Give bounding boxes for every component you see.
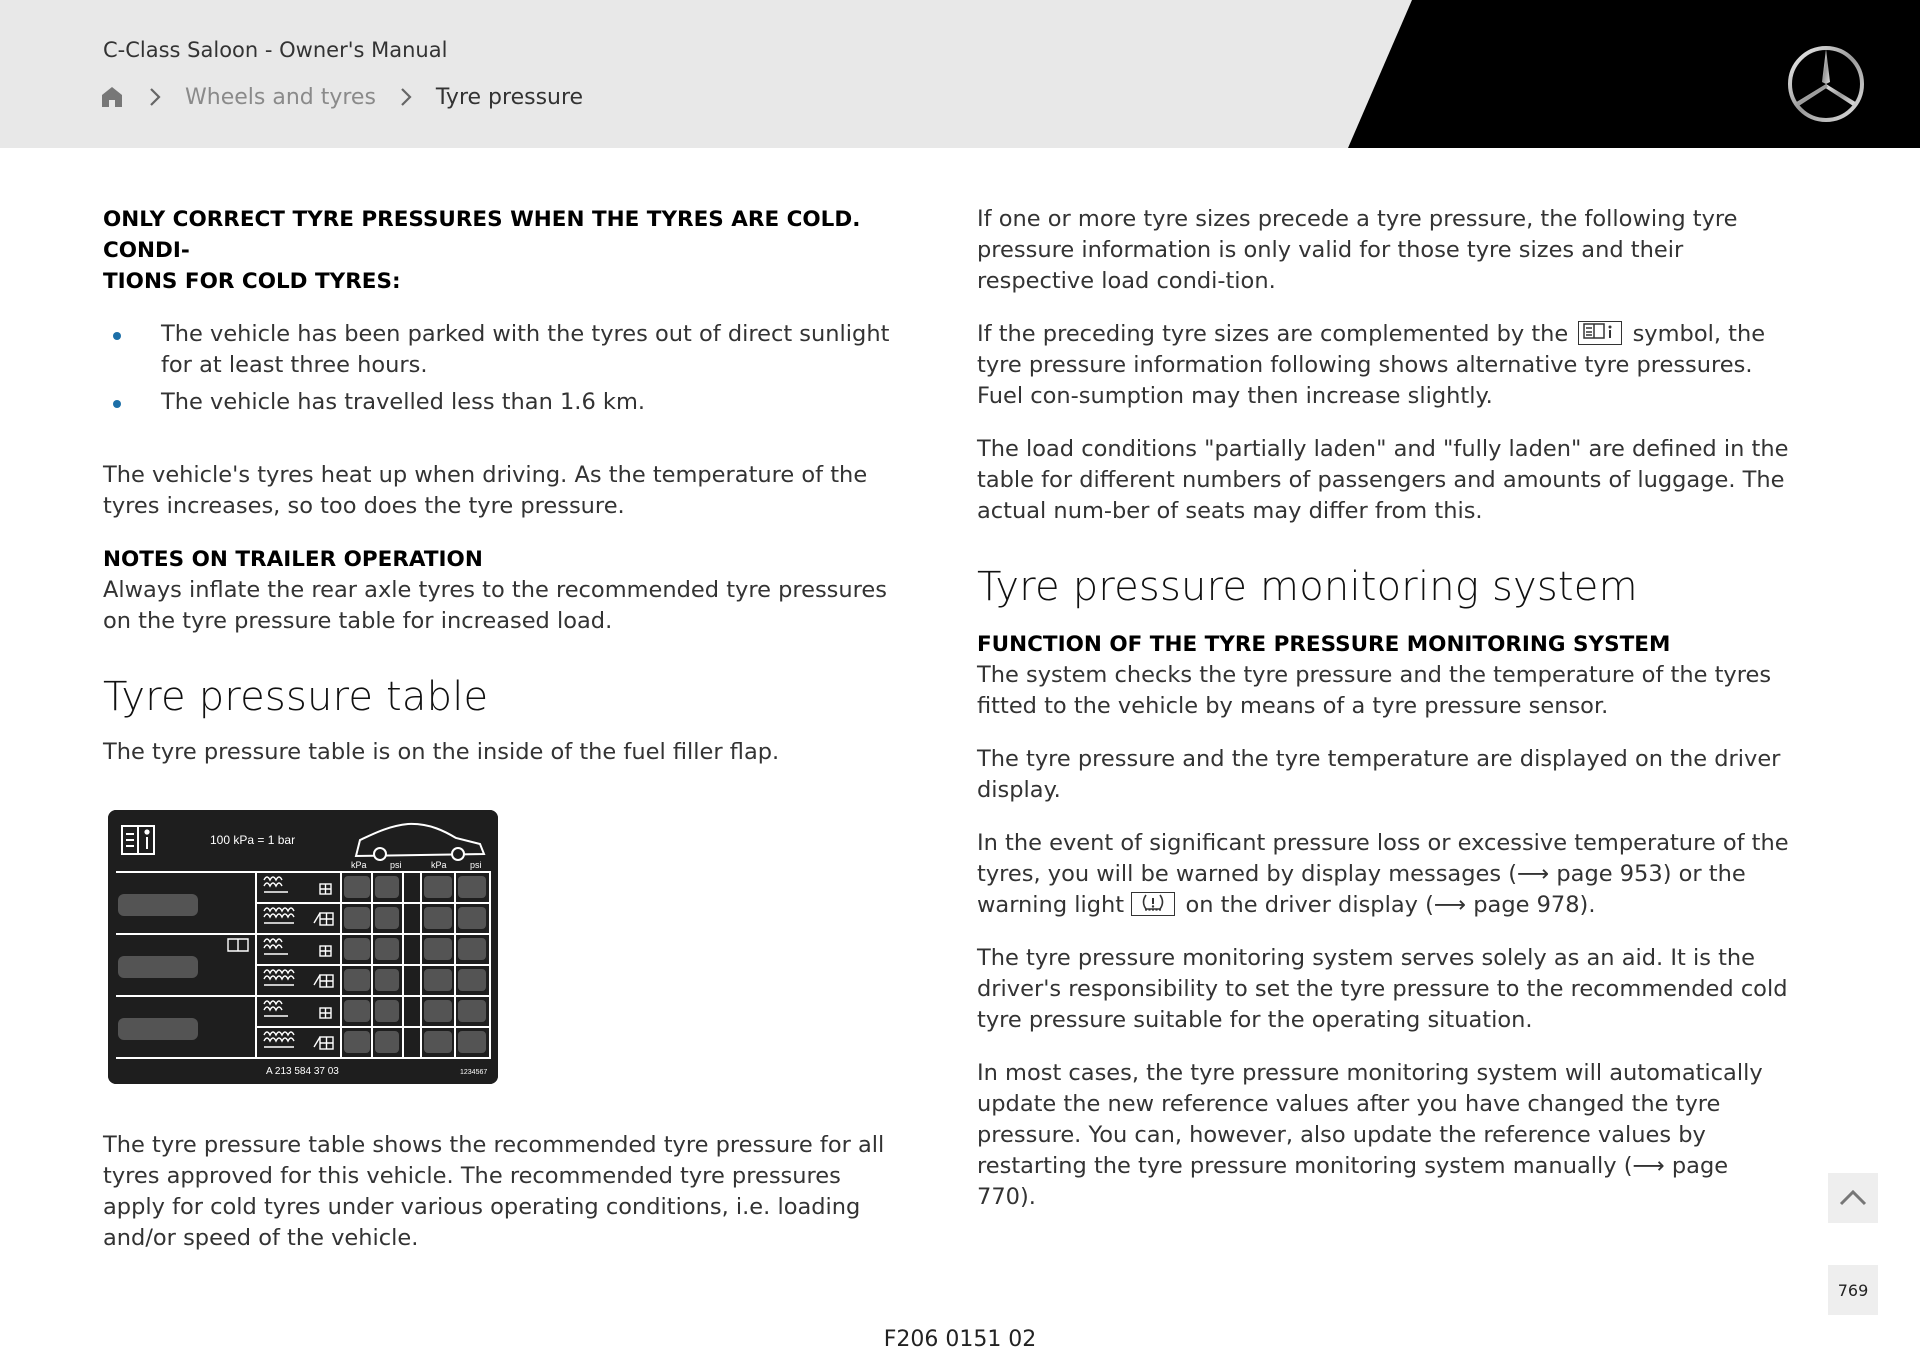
header-black-wedge [0,0,1920,148]
mercedes-star-logo [1786,44,1866,124]
unit-kpa-1: kPa [351,860,367,870]
breadcrumb [101,82,583,112]
unit-kpa-2: kPa [431,860,447,870]
cold-tyres-heading [103,204,893,297]
tpms-section-title: Tyre pressure monitoring system [977,564,1638,610]
tyre-pressure-label-image [108,810,498,1084]
trailer-paragraph: Always inflate the rear axle tyres to the recommended tyre pressures on the tyre pressure table for increased load. [103,577,887,634]
chevron-right-icon [140,87,170,107]
cold-tyres-heading-line1: ONLY CORRECT TYRE PRESSURES WHEN THE TYRES ARE COLD. CONDI- [103,207,861,263]
tpms-display-paragraph: The tyre pressure and the tyre temperature are displayed on the driver display. [977,746,1781,803]
book-info-icon [1578,321,1622,345]
footer-document-code: F206 0151 02 [883,1327,1037,1352]
tpms-warning-paragraph [977,828,1789,921]
label-conversion-text: 100 kPa = 1 bar [210,833,296,847]
cold-tyres-heading-line2: TIONS FOR COLD TYRES: [103,269,401,294]
tpms-function-heading: FUNCTION OF THE TYRE PRESSURE MONITORING SYSTEM [977,632,1671,657]
label-part-number: A 213 584 37 03 [266,1066,339,1077]
unit-psi-1: psi [390,860,402,870]
right-column [977,204,1789,1235]
tyre-sizes-paragraph: If one or more tyre sizes precede a tyre pressure, the following tyre pressure information is only valid for those tyre sizes and their respective load condi-tion. [977,206,1738,294]
table-location-paragraph: The tyre pressure table is on the inside of the fuel filler flap. [103,739,780,765]
list-item: The vehicle has been parked with the tyres out of direct sunlight for at least three hours. [103,319,893,381]
document-title: C-Class Saloon - Owner's Manual [103,38,448,62]
scroll-to-top-button[interactable] [1828,1173,1878,1223]
cold-conditions-list [103,319,893,418]
alt-text-before: If the preceding tyre sizes are complemented by the [977,321,1569,347]
tpms-function-paragraph: The system checks the tyre pressure and the temperature of the tyres fitted to the vehicle by means of a tyre pressure sensor. [977,662,1772,719]
header-bar [0,0,1920,148]
table-description-paragraph: The tyre pressure table shows the recommended tyre pressure for all tyres approved for this vehicle. The recommended tyre pressures apply for cold tyres under various operating conditions, i.e. loading and/or speed of the vehicle. [103,1132,885,1251]
breadcrumb-current-page: Tyre pressure [435,84,584,110]
load-conditions-paragraph: The load conditions "partially laden" and "fully laden" are defined in the table for different numbers of passengers and amounts of luggage. The actual num-ber of seats may differ from this. [977,436,1789,524]
trailer-heading: NOTES ON TRAILER OPERATION [103,547,483,572]
label-serial: 1234567 [460,1069,488,1076]
tpms-update-paragraph: In most cases, the tyre pressure monitoring system will automatically update the new reference values after you have changed the tyre pressure. You can, however, also update the reference values by restarting the tyre pressure monitoring system manually (⟶ page 770). [977,1060,1763,1210]
left-column [103,204,893,790]
tpms-aid-paragraph: The tyre pressure monitoring system serves solely as an aid. It is the driver's responsibility to set the tyre pressure to the recommended cold tyre pressure suitable for the operating situation. [977,945,1788,1033]
breadcrumb-wheels-and-tyres[interactable]: Wheels and tyres [185,84,376,110]
tyre-pressure-warning-icon [1131,892,1175,916]
warning-text-before: In the event of significant pressure loss or excessive temperature of the tyres, you will be warned by display messages (⟶ page 953) or the warning light [977,830,1789,918]
list-item: The vehicle has travelled less than 1.6 km. [103,387,893,418]
tyre-pressure-table-title: Tyre pressure table [103,674,489,720]
warning-text-after: on the driver display (⟶ page 978). [1185,892,1596,918]
page-number-button[interactable]: 769 [1828,1265,1878,1315]
alt-text-after: symbol, the tyre pressure information following shows alternative tyre pressures. Fuel con-sumption may then increase slightly. [977,321,1766,409]
table-description-block [103,1130,893,1276]
chevron-right-icon [391,87,421,107]
alternative-pressures-paragraph [977,319,1789,412]
home-icon[interactable] [101,84,125,110]
heat-paragraph: The vehicle's tyres heat up when driving. As the temperature of the tyres increases, so too does the tyre pressure. [103,462,868,519]
unit-psi-2: psi [470,860,482,870]
chevron-up-icon [1838,1188,1868,1208]
